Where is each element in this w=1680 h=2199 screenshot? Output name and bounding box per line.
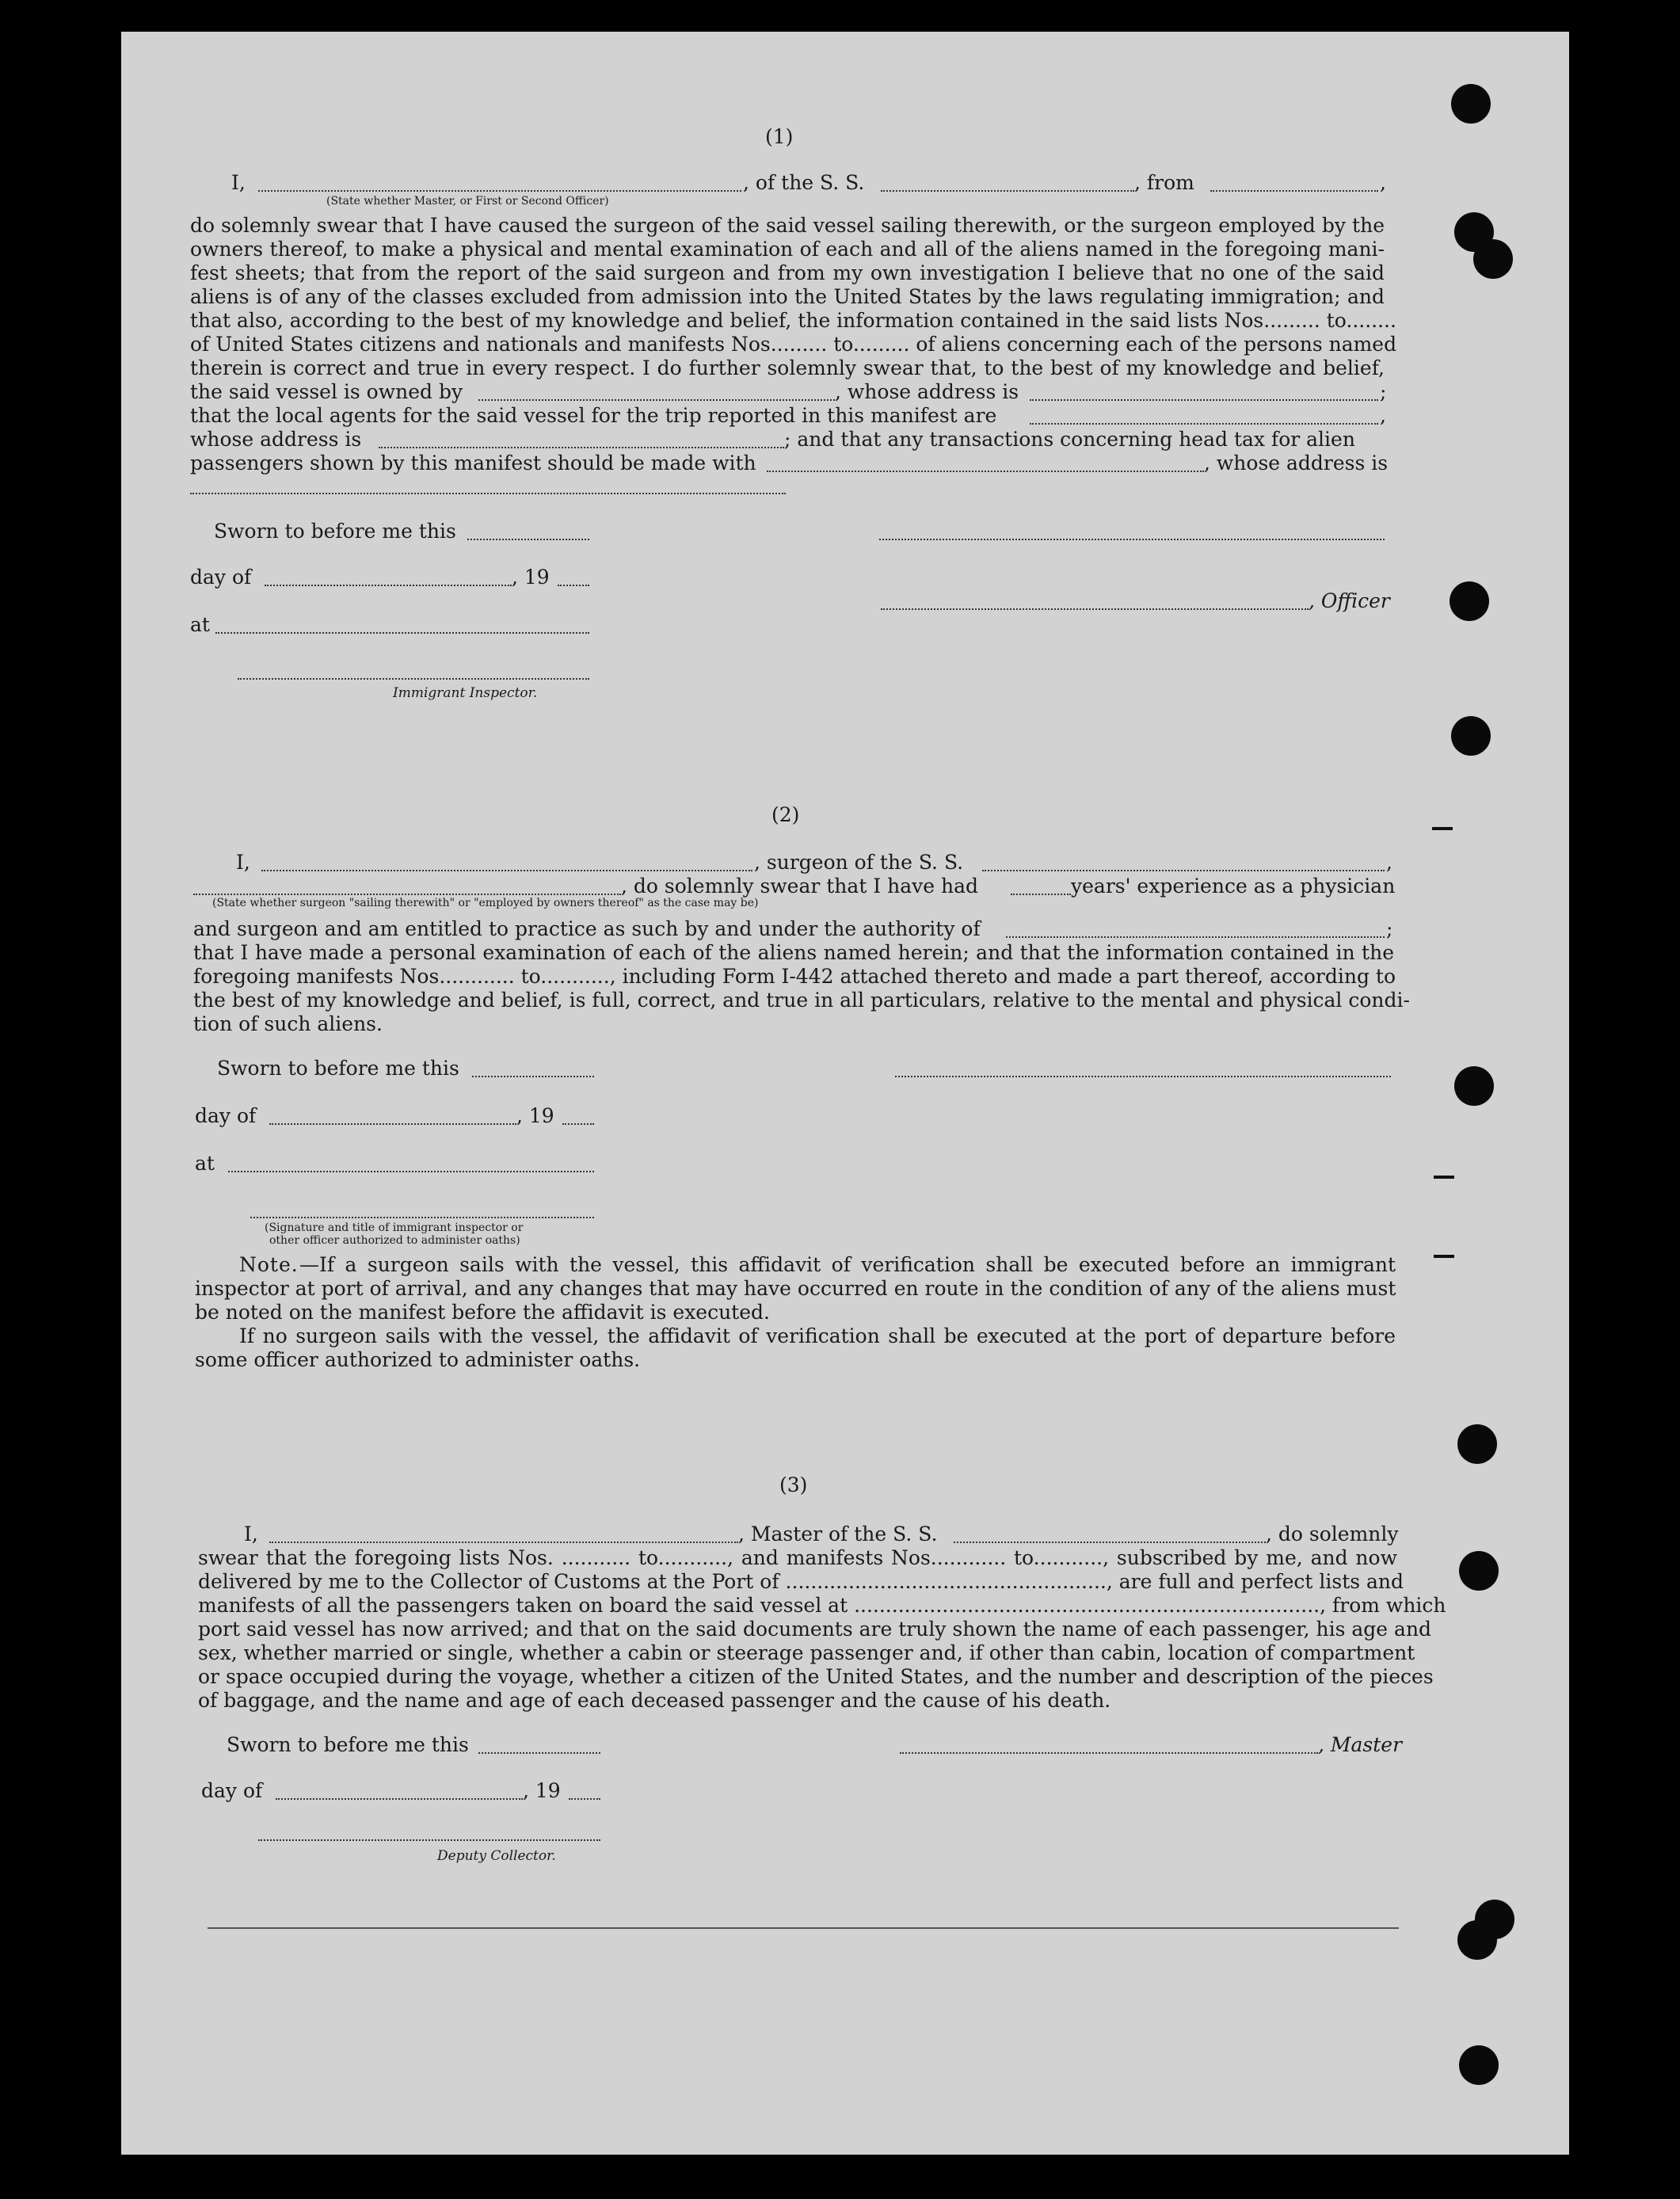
- oath-text-line: manifests of all the passengers taken on board the said vessel at .........................................................................., from which: [198, 1594, 1446, 1617]
- agent-address-blank: [379, 447, 784, 448]
- note-text-line: —If a surgeon sails with the vessel, this affidavit of verification shall be executed before an immigrant: [299, 1253, 1396, 1276]
- master-label: , Master: [1318, 1733, 1403, 1756]
- sworn-label: Sworn to before me this: [214, 520, 456, 543]
- of-ss-label: , of the S. S.: [743, 171, 865, 194]
- signature-blank: [895, 1076, 1391, 1077]
- oath-text-line: the best of my knowledge and belief, is full, correct, and true in all particulars, relative to the mental and physical condi-: [193, 989, 1410, 1012]
- officer-name-blank: [258, 190, 741, 192]
- ship-name-blank: [954, 1542, 1266, 1543]
- section-number: (1): [765, 125, 794, 148]
- whose-address-label: whose address is: [190, 428, 362, 451]
- line-end: ,: [1380, 404, 1386, 427]
- passengers-text: passengers shown by this manifest should be made with: [190, 452, 756, 474]
- oath-text-line: aliens is of any of the classes excluded from admission into the United States by the laws regulating immigration; and: [190, 285, 1385, 308]
- officer-label: , Officer: [1309, 589, 1390, 612]
- note-text-line: some officer authorized to administer oaths.: [195, 1348, 641, 1371]
- sworn-date-blank: [472, 1076, 594, 1077]
- deputy-collector-label: Deputy Collector.: [437, 1848, 556, 1864]
- punch-hole: [1459, 2045, 1499, 2085]
- contact-address-blank: [190, 493, 786, 494]
- at-label: at: [195, 1152, 215, 1175]
- at-label: at: [190, 613, 210, 636]
- authority-text: and surgeon and am entitled to practice as such by and under the authority of: [193, 917, 981, 940]
- punch-hole: [1459, 1551, 1499, 1591]
- oath-text-line: or space occupied during the voyage, whether a citizen of the United States, and the number and description of the pieces: [198, 1665, 1434, 1688]
- years-blank: [1011, 894, 1071, 895]
- local-agents-blank: [1030, 423, 1378, 425]
- oath-text-line: tion of such aliens.: [193, 1012, 383, 1035]
- year-label: , 19: [523, 1779, 561, 1802]
- punch-hole: [1454, 1066, 1494, 1106]
- authority-blank: [1006, 936, 1385, 938]
- oath-pronoun: I,: [244, 1523, 258, 1545]
- signature-note: other officer authorized to administer oaths): [269, 1234, 520, 1247]
- oath-text-line: port said vessel has now arrived; and that on the said documents are truly shown the name of each passenger, his age and: [198, 1618, 1432, 1641]
- punch-hole: [1457, 1424, 1497, 1464]
- note-text-line: If no surgeon sails with the vessel, the affidavit of verification shall be executed at the port of departure before: [239, 1324, 1396, 1347]
- master-name-blank: [269, 1542, 738, 1543]
- line-end: ;: [1380, 380, 1387, 403]
- year-label: , 19: [516, 1104, 554, 1127]
- bottom-rule: [208, 1927, 1399, 1929]
- signature-blank: [879, 539, 1385, 540]
- year-blank: [569, 1798, 600, 1800]
- whose-address-label: , whose address is: [835, 380, 1019, 403]
- ship-name-blank: [982, 870, 1385, 871]
- oath-text-line: fest sheets; that from the report of the said surgeon and from my own investigation I believe that no one of the said: [190, 261, 1385, 284]
- from-port-blank: [1210, 190, 1378, 192]
- collector-signature-blank: [258, 1839, 600, 1841]
- day-of-label: day of: [190, 566, 252, 589]
- note-label: Note.: [239, 1253, 299, 1276]
- do-swear-text: , do solemnly swear that I have had: [621, 875, 979, 898]
- month-blank: [269, 1123, 516, 1125]
- oath-text-line: that I have made a personal examination of each of the aliens named herein; and that the information contained in the: [193, 941, 1394, 964]
- line-end: ;: [1386, 917, 1393, 940]
- punch-hole: [1451, 716, 1491, 756]
- year-blank: [558, 585, 589, 586]
- day-of-label: day of: [201, 1779, 263, 1802]
- head-tax-contact-blank: [767, 471, 1204, 472]
- master-of-label: , Master of the S. S.: [738, 1523, 938, 1545]
- note-text-line: inspector at port of arrival, and any changes that may have occurred en route in the condition of any of the aliens must: [195, 1277, 1396, 1300]
- oath-text-line: owners thereof, to make a physical and mental examination of each and all of the aliens named in the foregoing mani-: [190, 238, 1385, 261]
- year-blank: [562, 1123, 594, 1125]
- oath-text-line: foregoing manifests Nos............ to..........., including Form I-442 attached thereto and made a part thereof, according to: [193, 965, 1396, 988]
- line-end: ,: [1380, 171, 1386, 194]
- officer-signature-blank: [881, 608, 1309, 610]
- oath-text-line: of baggage, and the name and age of each deceased passenger and the cause of his death.: [198, 1689, 1111, 1712]
- officer-rank-note: (State whether Master, or First or Second Officer): [326, 195, 609, 208]
- place-blank: [215, 632, 589, 634]
- owned-by-label: the said vessel is owned by: [190, 380, 463, 403]
- day-of-label: day of: [195, 1104, 257, 1127]
- punch-hole: [1473, 239, 1513, 279]
- whose-address-label: , whose address is: [1204, 452, 1389, 474]
- years-label: years' experience as a physician: [1071, 875, 1396, 898]
- section-number: (3): [779, 1473, 808, 1496]
- place-blank: [228, 1171, 594, 1172]
- master-signature-blank: [900, 1752, 1318, 1754]
- oath-text-line: do solemnly swear that I have caused the surgeon of the said vessel sailing therewith, or the surgeon employed by the: [190, 214, 1385, 237]
- do-solemnly-text: , do solemnly: [1266, 1523, 1399, 1545]
- punch-hole: [1450, 581, 1489, 621]
- year-label: , 19: [512, 566, 550, 589]
- oath-text-line: therein is correct and true in every respect. I do further solemnly swear that, to the best of my knowledge and belief,: [190, 356, 1385, 379]
- month-blank: [265, 585, 512, 586]
- month-blank: [276, 1798, 523, 1800]
- inspector-label: Immigrant Inspector.: [393, 685, 538, 701]
- oath-text-line: swear that the foregoing lists Nos. ........... to..........., and manifests Nos............ to..........., subscribed by me, and now: [198, 1546, 1397, 1569]
- head-tax-text: ; and that any transactions concerning head tax for alien: [784, 428, 1355, 451]
- inspector-signature-blank: [238, 678, 589, 680]
- oath-pronoun: I,: [236, 851, 250, 874]
- edge-mark: [1434, 1176, 1454, 1179]
- local-agents-label: that the local agents for the said vessel for the trip reported in this manifest are: [190, 404, 997, 427]
- surgeon-name-blank: [261, 870, 752, 871]
- oath-text-line: that also, according to the best of my knowledge and belief, the information contained in the said lists Nos......... to........: [190, 309, 1396, 332]
- sworn-label: Sworn to before me this: [227, 1733, 469, 1756]
- edge-mark: [1432, 827, 1453, 830]
- surgeon-of-label: , surgeon of the S. S.: [754, 851, 964, 874]
- punch-hole: [1457, 1920, 1497, 1960]
- owner-address-blank: [1030, 399, 1378, 401]
- owner-blank: [478, 399, 835, 401]
- line-end: ,: [1386, 851, 1392, 874]
- edge-mark: [1434, 1255, 1454, 1258]
- surgeon-type-note: (State whether surgeon "sailing therewith" or "employed by owners thereof" as the case may be): [212, 897, 759, 909]
- punch-hole: [1451, 84, 1491, 124]
- ship-name-blank: [881, 190, 1134, 192]
- oath-pronoun: I,: [231, 171, 246, 194]
- sworn-label: Sworn to before me this: [217, 1057, 459, 1080]
- inspector-signature-blank: [250, 1217, 594, 1218]
- from-label: , from: [1134, 171, 1194, 194]
- sworn-date-blank: [467, 539, 589, 540]
- oath-text-line: of United States citizens and nationals and manifests Nos......... to......... of aliens concerning each of the persons named: [190, 333, 1397, 356]
- oath-text-line: sex, whether married or single, whether a cabin or steerage passenger and, if other than cabin, location of compartment: [198, 1641, 1415, 1664]
- section-number: (2): [771, 803, 800, 826]
- sworn-date-blank: [478, 1752, 600, 1754]
- oath-text-line: delivered by me to the Collector of Customs at the Port of ..................................................., are full and perfect lists and: [198, 1570, 1404, 1593]
- note-text-line: be noted on the manifest before the affidavit is executed.: [195, 1301, 770, 1324]
- signature-note: (Signature and title of immigrant inspector or: [265, 1221, 524, 1234]
- surgeon-type-blank: [193, 894, 621, 895]
